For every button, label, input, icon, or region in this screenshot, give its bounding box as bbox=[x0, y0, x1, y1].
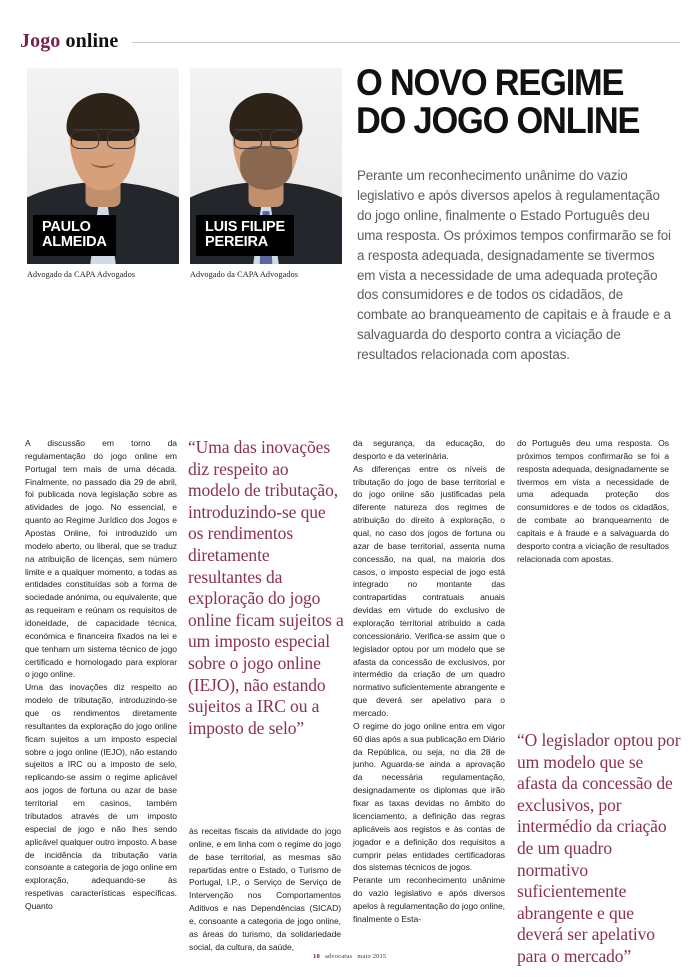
photo-frame bbox=[27, 68, 179, 264]
body-paragraph: da segurança, da educação, do desporto e da veterinária. bbox=[353, 438, 505, 461]
publication-name: advocatus bbox=[325, 953, 353, 960]
body-column-4 bbox=[517, 437, 669, 566]
beard-shape bbox=[240, 146, 292, 189]
section-header-rule bbox=[132, 42, 680, 43]
body-column-2 bbox=[189, 825, 341, 954]
section-header bbox=[20, 28, 680, 54]
pull-quote-1: “Uma das inovações diz respeito ao modelo de tributação, introduzindo-se que os rendimentos diretamente resultantes da exploração do jogo online ficam sujeitos a um imposto especial sobre o jogo online (IEJO), não estando sujeitos a IRC ou a imposto de selo” bbox=[188, 437, 344, 738]
body-column-3 bbox=[353, 437, 505, 926]
headline-line-2: DO JOGO ONLINE bbox=[356, 100, 640, 142]
photo-frame bbox=[190, 68, 342, 264]
body-paragraph: O regime do jogo online entra em vigor 60 dias após a sua publicação em Diário da República, ou seja, no dia 28 de junho. Aguarda-se ainda a aprovação da necessária regulamentação, designadamente os diplomas que irão fixar as taxas devidas no âmbito do licenciamento, a definição das regras aplicáveis aos registos e às contas de jogador e a definição dos requisitos a cumprir pelas entidades certificadoras dos sistemas técnicos de jogos. bbox=[353, 720, 505, 873]
photo-credit: Advogado da CAPA Advogados bbox=[190, 270, 299, 279]
name-tag-line-1: LUIS FILIPE bbox=[205, 218, 285, 235]
name-tag-line-2: ALMEIDA bbox=[42, 233, 107, 250]
glasses-icon bbox=[234, 129, 298, 148]
article-standfirst: Perante um reconhecimento unânime do vazio legislativo e após diversos apelos à regulamentação do jogo online, finalmente o Estado Português deu uma resposta. Os próximos tempos confirmarão se foi a resposta adequada, designadamente se tivermos em vista a necessidade de uma adequada proteção dos consumidores e de todos os cidadãos, de combate ao branqueamento de capitais e à fraude e a salvaguarda do desporto contra a viciação de resultados relacionada com apostas. bbox=[357, 168, 671, 363]
page-number: 18 bbox=[313, 953, 320, 960]
body-paragraph: A discussão em torno da regulamentação do jogo online em Portugal tem mais de uma década. Finalmente, no passado dia 29 de abril, foi publicada nova legislação sobre as atividades de jogo. No essencial, e quanto ao Regime Jurídico dos Jogos e Apostas Online, foi introduzido um modelo aberto, ou liberal, que se traduz na atribuição de licenças, sem número limite e a qualquer momento, a todas as entidades constituídas sob a forma de sociedade anónima, ou equivalente, que as requeiram e reúnam os requisitos de idoneidade, de capacidade técnica, económica e financeira fixados na lei e que tenham um sistema técnico de jogo certificado e homologado para explorar o jogo online. bbox=[25, 438, 177, 680]
photo-credit: Advogado da CAPA Advogados bbox=[27, 270, 136, 279]
name-tag-line-1: PAULO bbox=[42, 218, 91, 235]
portrait-photo-luis-filipe-pereira bbox=[190, 68, 342, 279]
body-paragraph: As diferenças entre os níveis de tributação do jogo de base territorial e do jogo online são justificadas pela diferente natureza dos regimes de atribuição do direito à exploração, o qual, no caso dos jogos de fortuna ou azar de base territorial, assenta numa concessão, na qual, na maioria dos casos, o imposto especial de jogo está integrado no montante das contrapartidas contratuais anuais devidas em virtude do exclusivo de exploração territorial atribuído a cada concessionário. Verifica-se assim que o legislador optou por um modelo que se afasta da concessão de exclusivos, por intermédio da criação de um quadro normativo suficientemente abrangente e que deverá ser apelativo para o mercado. bbox=[353, 463, 505, 719]
smile-shape bbox=[91, 156, 115, 168]
body-paragraph: Perante um reconhecimento unânime do vazio legislativo e após diversos apelos à regulamentação do jogo online, finalmente o Esta- bbox=[353, 875, 506, 924]
portrait-photo-paulo-almeida bbox=[27, 68, 179, 279]
name-tag-line-2: PEREIRA bbox=[205, 233, 269, 250]
body-paragraph: do Português deu uma resposta. Os próximos tempos confirmarão se foi a resposta adequada, designadamente se tivermos em vista a necessidade de uma adequada proteção dos consumidores e de todos os cidadãos, de combate ao branqueamento de capitais e à fraude e a salvaguarda do desporto contra a viciação de resultados relacionada com apostas. bbox=[517, 438, 669, 564]
section-title-rest: online bbox=[65, 29, 119, 52]
body-column-1 bbox=[25, 437, 177, 913]
photo-name-tag bbox=[33, 215, 116, 256]
body-paragraph: Uma das inovações diz respeito ao modelo de tributação, introduzindo-se que os rendimentos diretamente resultantes da exploração do jogo online ficam sujeitos a um imposto especial sobre o jogo online (IEJO), não estando sujeitos a IRC ou a imposto de selo, replicando-se assim o regime aplicável aos jogos de fortuna ou azar de base territorial em casinos, também tributados através de um imposto especial de jogo e não lhes sendo aplicável qualquer outro imposto. A base de incidência da tributação varia consoante a categoria de jogo online em exploração, adequando-se às respetivas características específicas. Quanto bbox=[25, 682, 178, 911]
headline-line-1: O NOVO REGIME bbox=[356, 62, 624, 103]
issue-date: maio 2015 bbox=[357, 953, 387, 960]
glasses-icon bbox=[71, 129, 135, 148]
photo-name-tag bbox=[196, 215, 294, 256]
section-title bbox=[20, 30, 118, 53]
section-title-accent: Jogo bbox=[20, 29, 61, 52]
page-footer bbox=[313, 953, 386, 960]
article-headline bbox=[356, 64, 663, 140]
pull-quote-2: “O legislador optou por um modelo que se afasta da concessão de exclusivos, por intermédio da criação de um quadro normativo suficientemente abrangente e que deverá ser apelativo para o mercado” bbox=[517, 730, 681, 967]
body-paragraph: às receitas fiscais da atividade do jogo online, e em linha com o regime do jogo de base territorial, as mesmas são repartidas entre o Estado, o Turismo de Portugal, I.P., o Serviço de Serviço de Intervenção nos Comportamentos Aditivos e nas Dependências (SICAD) e, consoante a categoria de jogo online, as áreas do turismo, da solidariedade social, da cultura, da saúde, bbox=[189, 826, 341, 952]
